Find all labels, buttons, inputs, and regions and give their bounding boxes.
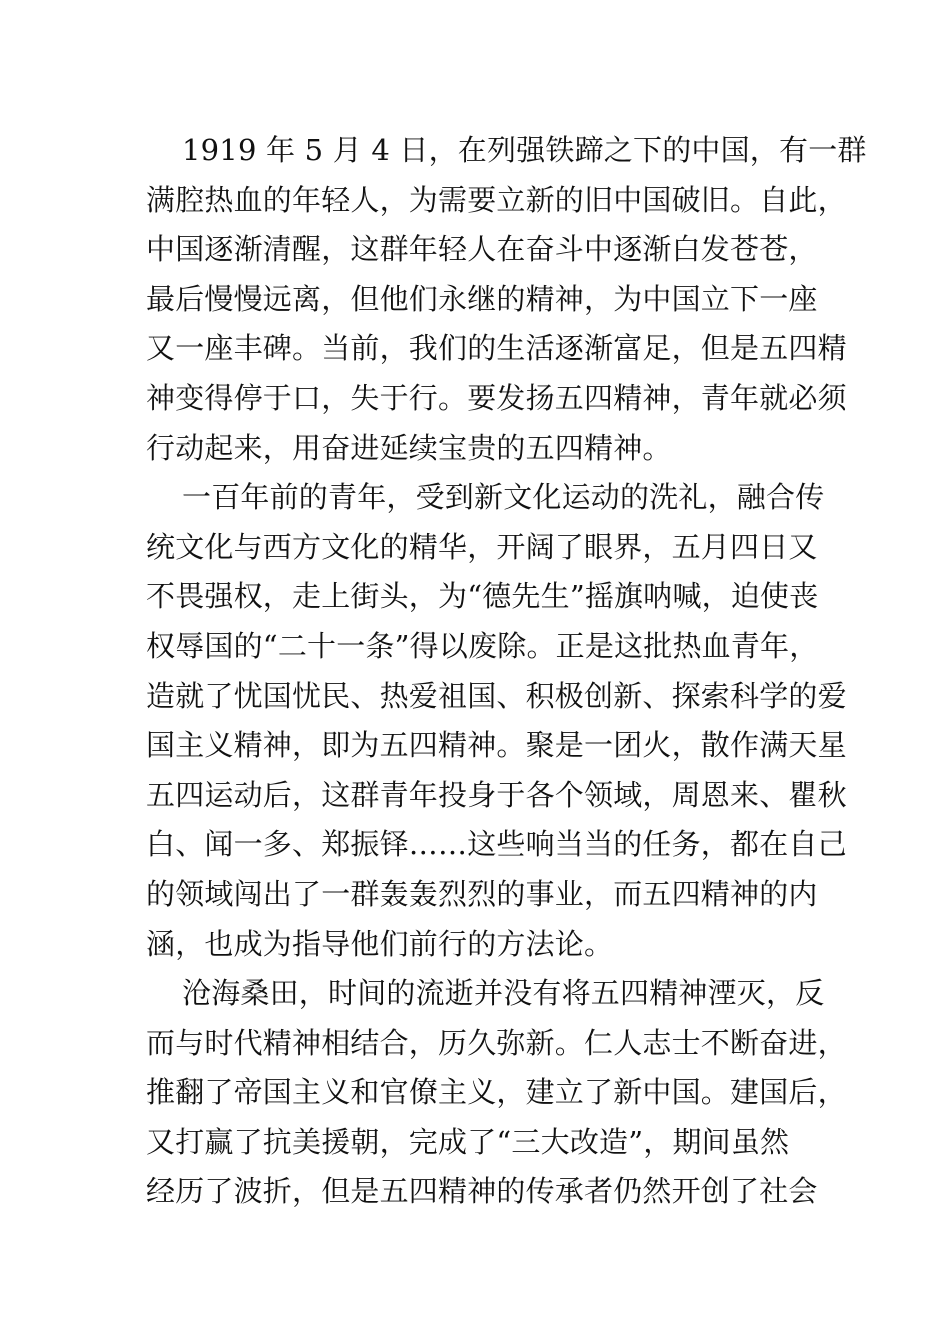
paragraph-1-line-5: 又一座丰碑。当前，我们的生活逐渐富足，但是五四精 <box>146 331 847 366</box>
paragraph-2-line-1: 一百年前的青年，受到新文化运动的洗礼，融合传 <box>182 480 825 515</box>
paragraph-1-line-2: 满腔热血的年轻人，为需要立新的旧中国破旧。自此， <box>146 182 847 217</box>
paragraph-1-line-4: 最后慢慢远离，但他们永继的精神，为中国立下一座 <box>146 281 818 316</box>
paragraph-2-line-8: 白、闻一多、郑振铎……这些响当当的任务，都在自己 <box>146 827 847 862</box>
paragraph-1-line-7: 行动起来，用奋进延续宝贵的五四精神。 <box>146 430 672 465</box>
paragraph-1-line-1: 1919 年 5 月 4 日，在列强铁蹄之下的中国，有一群 <box>182 133 867 167</box>
paragraph-2-line-4: 权辱国的“二十一条”得以废除。正是这批热血青年， <box>146 628 819 663</box>
paragraph-3-line-5: 经历了波折，但是五四精神的传承者仍然开创了社会 <box>146 1174 818 1209</box>
paragraph-3-line-3: 推翻了帝国主义和官僚主义，建立了新中国。建国后， <box>146 1075 847 1110</box>
paragraph-2-line-10: 涵，也成为指导他们前行的方法论。 <box>146 926 614 961</box>
paragraph-2-line-6: 国主义精神，即为五四精神。聚是一团火，散作满天星 <box>146 728 847 763</box>
body-text <box>146 126 867 1217</box>
paragraph-2-line-9: 的领域闯出了一群轰轰烈烈的事业，而五四精神的内 <box>146 876 818 911</box>
paragraph-1-line-3: 中国逐渐清醒，这群年轻人在奋斗中逐渐白发苍苍， <box>146 232 818 267</box>
paragraph-2-line-7: 五四运动后，这群青年投身于各个领域，周恩来、瞿秋 <box>146 777 847 812</box>
paragraph-3-line-4: 又打赢了抗美援朝，完成了“三大改造”，期间虽然 <box>146 1124 790 1159</box>
paragraph-2-line-2: 统文化与西方文化的精华，开阔了眼界，五月四日又 <box>146 529 818 564</box>
paragraph-3-line-1: 沧海桑田，时间的流逝并没有将五四精神湮灭，反 <box>182 976 825 1011</box>
paragraph-1-line-6: 神变得停于口，失于行。要发扬五四精神，青年就必须 <box>146 380 847 415</box>
paragraph-3-line-2: 而与时代精神相结合，历久弥新。仁人志士不断奋进， <box>146 1025 847 1060</box>
paragraph-2-line-3: 不畏强权，走上街头，为“德先生”摇旗呐喊，迫使丧 <box>146 579 819 614</box>
paragraph-2-line-5: 造就了忧国忧民、热爱祖国、积极创新、探索科学的爱 <box>146 678 847 713</box>
